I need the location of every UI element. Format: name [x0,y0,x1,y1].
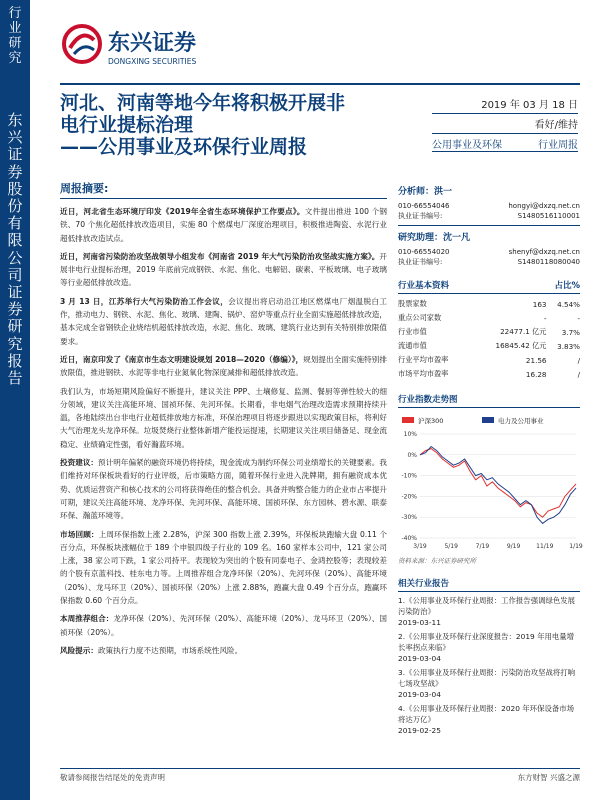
title-line-3: ——公用事业及环保行业周报 [60,136,308,158]
summary-paragraph-body: 预计明年偏紧的融资环境仍将持续，现金流成为制约环保公司业绩增长的关键要素。我们维持对环保板块看好的行业评级，后市策略方面，随着环保行业进入洗牌期，拥有融资成本优势、优质运营资产和核心技术的公司将获得绝佳的整合机会。具备并购整合能力的企业市占率提升可期，建议关注高能环境、龙净环保、先河环保、高能环境、国祯环保、东方园林、碧水源、联泰环保、瀚蓝环境等。 [60,458,388,521]
summary-paragraph [60,644,387,657]
summary-section [60,180,387,662]
y-tick-label: 0% [407,451,417,459]
summary-paragraph [60,385,387,451]
summary-paragraph-lead: 本周推荐组合： [60,614,114,624]
basic-info-row [398,325,580,339]
legend-label: 沪深300 [418,417,444,425]
right-column [398,184,583,736]
basic-value: 21.56 [525,355,547,365]
lead-analyst-contact [398,201,580,211]
basic-pct: 3.7% [561,327,580,337]
y-tick-label: -40% [401,535,417,542]
summary-paragraph [60,456,387,522]
basic-info-row [398,297,580,311]
footer-slogan: 东方财智 兴盛之源 [517,773,580,782]
lead-cert-label: 执业证书编号: [398,212,443,220]
chart-heading-label: 行业指数走势图 [398,395,458,405]
y-tick-label: -30% [401,514,417,522]
summary-paragraph [60,353,387,380]
x-tick-label: 5/19 [444,543,458,550]
y-tick-label: -20% [401,493,417,501]
report-rating: 看好/维持 [432,114,578,134]
legend-label: 电力及公用事业 [498,417,544,425]
basic-pct: 3.83% [557,341,580,351]
summary-paragraph-body: 龙净环保（20%）、先河环保（20%）、高能环境（20%）、龙马环卫（20%）、国祯环保（20%）。 [60,614,388,637]
logo-name-en: DONGXING SECURITIES [108,57,197,66]
related-report-title: 3.《公用事业及环保行业周报：污染防治攻坚战将打响七场攻坚战》 [398,668,576,688]
title-line-1: 河北、河南等地今年将积极开展非 [60,92,346,114]
assist-cert-label: 执业证书编号: [398,258,443,266]
x-tick-label: 7/19 [475,543,490,550]
related-report-item[interactable] [398,703,580,736]
summary-paragraph-lead: 投资建议： [60,458,99,468]
basic-info-table [398,297,580,381]
basic-pct: / [577,355,580,365]
sidebar-main-label: 东兴证券股份有限公司证券研究报告 [7,111,23,388]
tag-sector: 公用事业及环保 [432,140,502,151]
legend-swatch [402,417,414,423]
y-tick-label: 10% [403,431,417,438]
x-tick-label: 11/19 [536,543,554,550]
summary-paragraph-body: 规划提出全面实施特别排放限值，推进钢铁、水泥等非电行业氮氧化物深度减排和超低排放改造。 [60,354,387,378]
basic-label: 行业平均市盈率 [398,355,449,364]
assistant-cert [398,257,580,267]
basic-heading-label: 行业基本资料 [398,281,450,291]
summary-paragraph-body: 会议提出将启动沿江地区燃煤电厂烟温脱白工作，推动电力、钢铁、水泥、焦化、玻璃、建陶、锅炉、窑炉等重点行业全面实施超低排放改造，基本完成全省钢铁企业烧结机超低排放改造，水泥、焦化、玻璃、建筑行业达到有关特别排放限值要求。 [60,296,388,346]
chart-heading [398,393,580,408]
report-title [60,92,390,158]
related-report-item[interactable] [398,667,580,700]
related-report-title: 2.《公用事业及环保行业深度报告：2019 年用电量增长率拐点来临》 [398,632,575,652]
basic-value: 22477.1 亿元 [500,327,547,336]
index-chart [398,412,583,554]
basic-value: - [543,313,547,323]
lead-analyst-name: 分析师：洪一 [398,187,453,197]
related-report-date: 2019-03-04 [398,654,441,663]
lead-analyst-phone: 010-66554046 [398,202,450,210]
summary-paragraph-lead: 近日，河南省污染防治攻坚战领导小组发布《河南省 2019 年大气污染防治攻坚战实施方案》。 [60,251,380,261]
legend-swatch [482,417,494,423]
summary-paragraph-lead: 风险提示： [60,645,98,655]
basic-value: 16.28 [525,369,547,379]
lead-analyst-cert [398,211,580,221]
related-report-date: 2019-03-04 [398,690,441,699]
analyst-divider [398,225,580,226]
title-divider [60,83,580,85]
basic-pct: / [577,369,580,379]
related-report-date: 2019-03-11 [398,618,441,627]
basic-info-heading [398,279,580,294]
basic-heading-pct: 占比% [554,281,580,291]
related-report-date: 2019-02-25 [398,726,441,735]
related-report-title: 1.《公用事业及环保行业周报：工作报告强调绿色发展污染防治》 [398,596,576,616]
basic-info-row [398,353,580,367]
summary-paragraph-lead: 3 月 13 日，江苏举行大气污染防治工作会议， [60,296,229,306]
tag-type: 行业周报 [538,140,578,151]
footer-divider [60,768,580,769]
summary-paragraph-body: 我们认为，市场短期风险偏好不断提升，建议关注 PPP、土壤修复、监测、餐厨等弹性较大的细分领域，建议关注高能环境、国祯环保、先河环保。长期看，非电烟气治理改造需求预期持续升温，各地陆续出台非电行业超低排放地方标准，环保治理项目将逐步跟进以实现政策目标，将利好大气治理龙头龙净环保。垃圾焚烧行业整体新增产能投运提速，长期建议关注项目储备足、现金流稳定、业绩确定性强，看好瀚蓝环境。 [60,386,387,449]
series-line [420,447,576,524]
logo-name-cn: 东兴证券 [108,31,197,56]
series-line [420,449,576,518]
basic-label: 行业市值 [398,327,427,336]
summary-heading: 周报摘要: [60,180,387,199]
summary-paragraph [60,612,387,639]
summary-paragraph-body: 上周环保指数上涨 2.28%，沪深 300 指数上涨 2.39%，环保板块跑输大盘 0.11 个百分点，环保板块涨幅位于 189 个申银四级子行业的 109 名。160 家样本公司中，121 家公司上涨，38 家公司下跌，1 家公司持平。表现较为突出的个股有同泰电子、金鸿控股等；表现较差的个股有京蓝科技、桂东电力等。上周推荐组合龙净环保（20%）、先河环保（20%）、高能环境（20%）、龙马环卫（20%）、国祯环保（20%）上涨 2.88%，跑赢大盘 0.49 个百分点，跑赢环保指数 0.60 个百分点。 [60,529,387,606]
report-tags [432,134,578,152]
basic-info-row [398,311,580,325]
company-logo [60,22,240,72]
related-reports [398,577,580,736]
sidebar-top-label: 行业研究 [8,6,22,66]
summary-paragraph [60,250,387,290]
basic-label: 股票家数 [398,299,427,308]
lead-cert-number: S1480516110001 [517,212,580,220]
summary-paragraph [60,528,387,608]
assistant-contact [398,247,580,257]
basic-info-row [398,367,580,381]
basic-pct: 4.54% [557,299,580,309]
summary-paragraph-body: 开展非电行业提标治理，2019 年底前完成钢铁、水泥、焦化、电解铝、碳素、平板玻璃、电子玻璃等行业超低排放改造。 [60,251,387,288]
related-heading [398,577,580,592]
index-chart-svg [398,412,583,554]
summary-paragraph [60,295,387,348]
assist-cert-number: S1480118080040 [517,258,580,266]
basic-pct: - [577,313,580,323]
assistant-phone: 010-66554020 [398,248,450,256]
summary-paragraph-lead: 近日，南京印发了《南京市生态文明建设规划 2018—2020（修编）》， [60,354,304,364]
assistant-name: 研究助理：沈一凡 [398,233,471,243]
x-tick-label: 3/19 [413,543,427,550]
basic-info-row [398,339,580,353]
footer-disclaimer: 敬请参阅报告结尾处的免责声明 [60,773,165,782]
related-report-item[interactable] [398,631,580,664]
x-tick-label: 9/19 [506,543,521,550]
basic-value: 163 [532,299,547,309]
report-date: 2019 年 03 月 18 日 [432,94,578,114]
y-tick-label: -10% [401,472,417,480]
summary-paragraph [60,205,387,245]
summary-paragraph-lead: 市场回顾： [60,529,99,539]
x-tick-label: 1/19 [569,543,583,550]
summary-paragraph-lead: 近日，河北省生态环境厅印发《2019年全省生态环境保护工作要点》。 [60,207,305,216]
summary-paragraph-body: 政策执行力度不达预期，市场系统性风险。 [97,645,243,655]
report-meta [432,94,578,152]
related-report-item[interactable] [398,595,580,628]
basic-label: 重点公司家数 [398,313,442,322]
related-report-list [398,595,580,736]
basic-label: 流通市值 [398,341,427,350]
lead-analyst-email[interactable]: hongyi@dxzq.net.cn [508,202,580,210]
related-heading-label: 相关行业报告 [398,579,450,589]
sidebar [0,0,30,800]
title-line-2: 电行业提标治理 [60,114,194,136]
basic-label: 市场平均市盈率 [398,369,449,378]
chart-source: 资料来源：东兴证券研究所 [398,557,476,565]
summary-paragraph-body: 文件提出推进 100 个钢铁、70 个焦化超低排放改造项目，实施 80 个燃煤电厂深度治理项目，积极推进陶瓷、水泥行业超低排放改造试点。 [60,207,387,243]
summary-paragraphs [60,205,387,657]
logo-emblem-icon [60,22,240,72]
assistant-email[interactable]: shenyf@dxzq.net.cn [508,248,580,256]
related-report-title: 4.《公用事业及环保行业周报：2020 年环保设备市场将达万亿》 [398,704,575,724]
basic-value: 16845.42 亿元 [495,341,547,350]
